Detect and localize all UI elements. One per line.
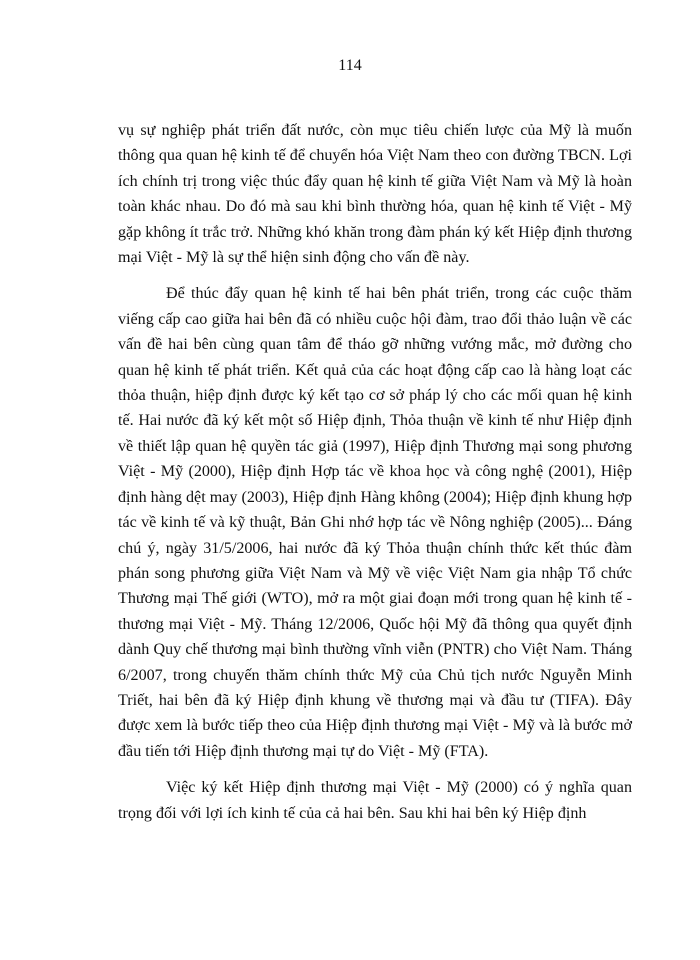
paragraph-3: Việc ký kết Hiệp định thương mại Việt - Mỹ (2000) có ý nghĩa quan trọng đối với lợi ích kinh tế của cả hai bên. Sau khi hai bên ký Hiệp định	[118, 779, 632, 822]
body-text	[118, 118, 632, 837]
page-number: 114	[338, 57, 362, 74]
paragraph-1: vụ sự nghiệp phát triển đất nước, còn mục tiêu chiến lược của Mỹ là muốn thông qua quan hệ kinh tế để chuyển hóa Việt Nam theo con đường TBCN. Lợi ích chính trị trong việc thúc đẩy quan hệ kinh tế giữa Việt Nam và Mỹ là hoàn toàn khác nhau. Do đó mà sau khi bình thường hóa, quan hệ kinh tế Việt - Mỹ gặp không ít trắc trở. Những khó khăn trong đàm phán ký kết Hiệp định thương mại Việt - Mỹ là sự thể hiện sinh động cho vấn đề này.	[118, 122, 632, 267]
paragraph-2: Để thúc đẩy quan hệ kinh tế hai bên phát triển, trong các cuộc thăm viếng cấp cao giữa hai bên đã có nhiều cuộc hội đàm, trao đổi thảo luận về các vấn đề hai bên cùng quan tâm để tháo gỡ những vướng mắc, mở đường cho quan hệ kinh tế phát triển. Kết quả của các hoạt động cấp cao là hàng loạt các thỏa thuận, hiệp định được ký kết tạo cơ sở pháp lý cho các mối quan hệ kinh tế. Hai nước đã ký kết một số Hiệp định, Thỏa thuận về kinh tế như Hiệp định về thiết lập quan hệ quyền tác giả (1997), Hiệp định Thương mại song phương Việt - Mỹ (2000), Hiệp định Hợp tác về khoa học và công nghệ (2001), Hiệp định hàng dệt may (2003), Hiệp định Hàng không (2004); Hiệp định khung hợp tác về kinh tế và kỹ thuật, Bản Ghi nhớ hợp tác về Nông nghiệp (2005)... Đáng chú ý, ngày 31/5/2006, hai nước đã ký Thỏa thuận chính thức kết thúc đàm phán song phương giữa Việt Nam và Mỹ về việc Việt Nam gia nhập Tổ chức Thương mại Thế giới (WTO), mở ra một giai đoạn mới trong quan hệ kinh tế - thương mại Việt - Mỹ. Tháng 12/2006, Quốc hội Mỹ đã thông qua quyết định dành Quy chế thương mại bình thường vĩnh viễn (PNTR) cho Việt Nam. Tháng 6/2007, trong chuyến thăm chính thức Mỹ của Chủ tịch nước Nguyễn Minh Triết, hai bên đã ký Hiệp định khung về thương mại và đầu tư (TIFA). Đây được xem là bước tiếp theo của Hiệp định thương mại Việt - Mỹ và là bước mở đầu tiến tới Hiệp định thương mại tự do Việt - Mỹ (FTA).	[118, 285, 632, 760]
